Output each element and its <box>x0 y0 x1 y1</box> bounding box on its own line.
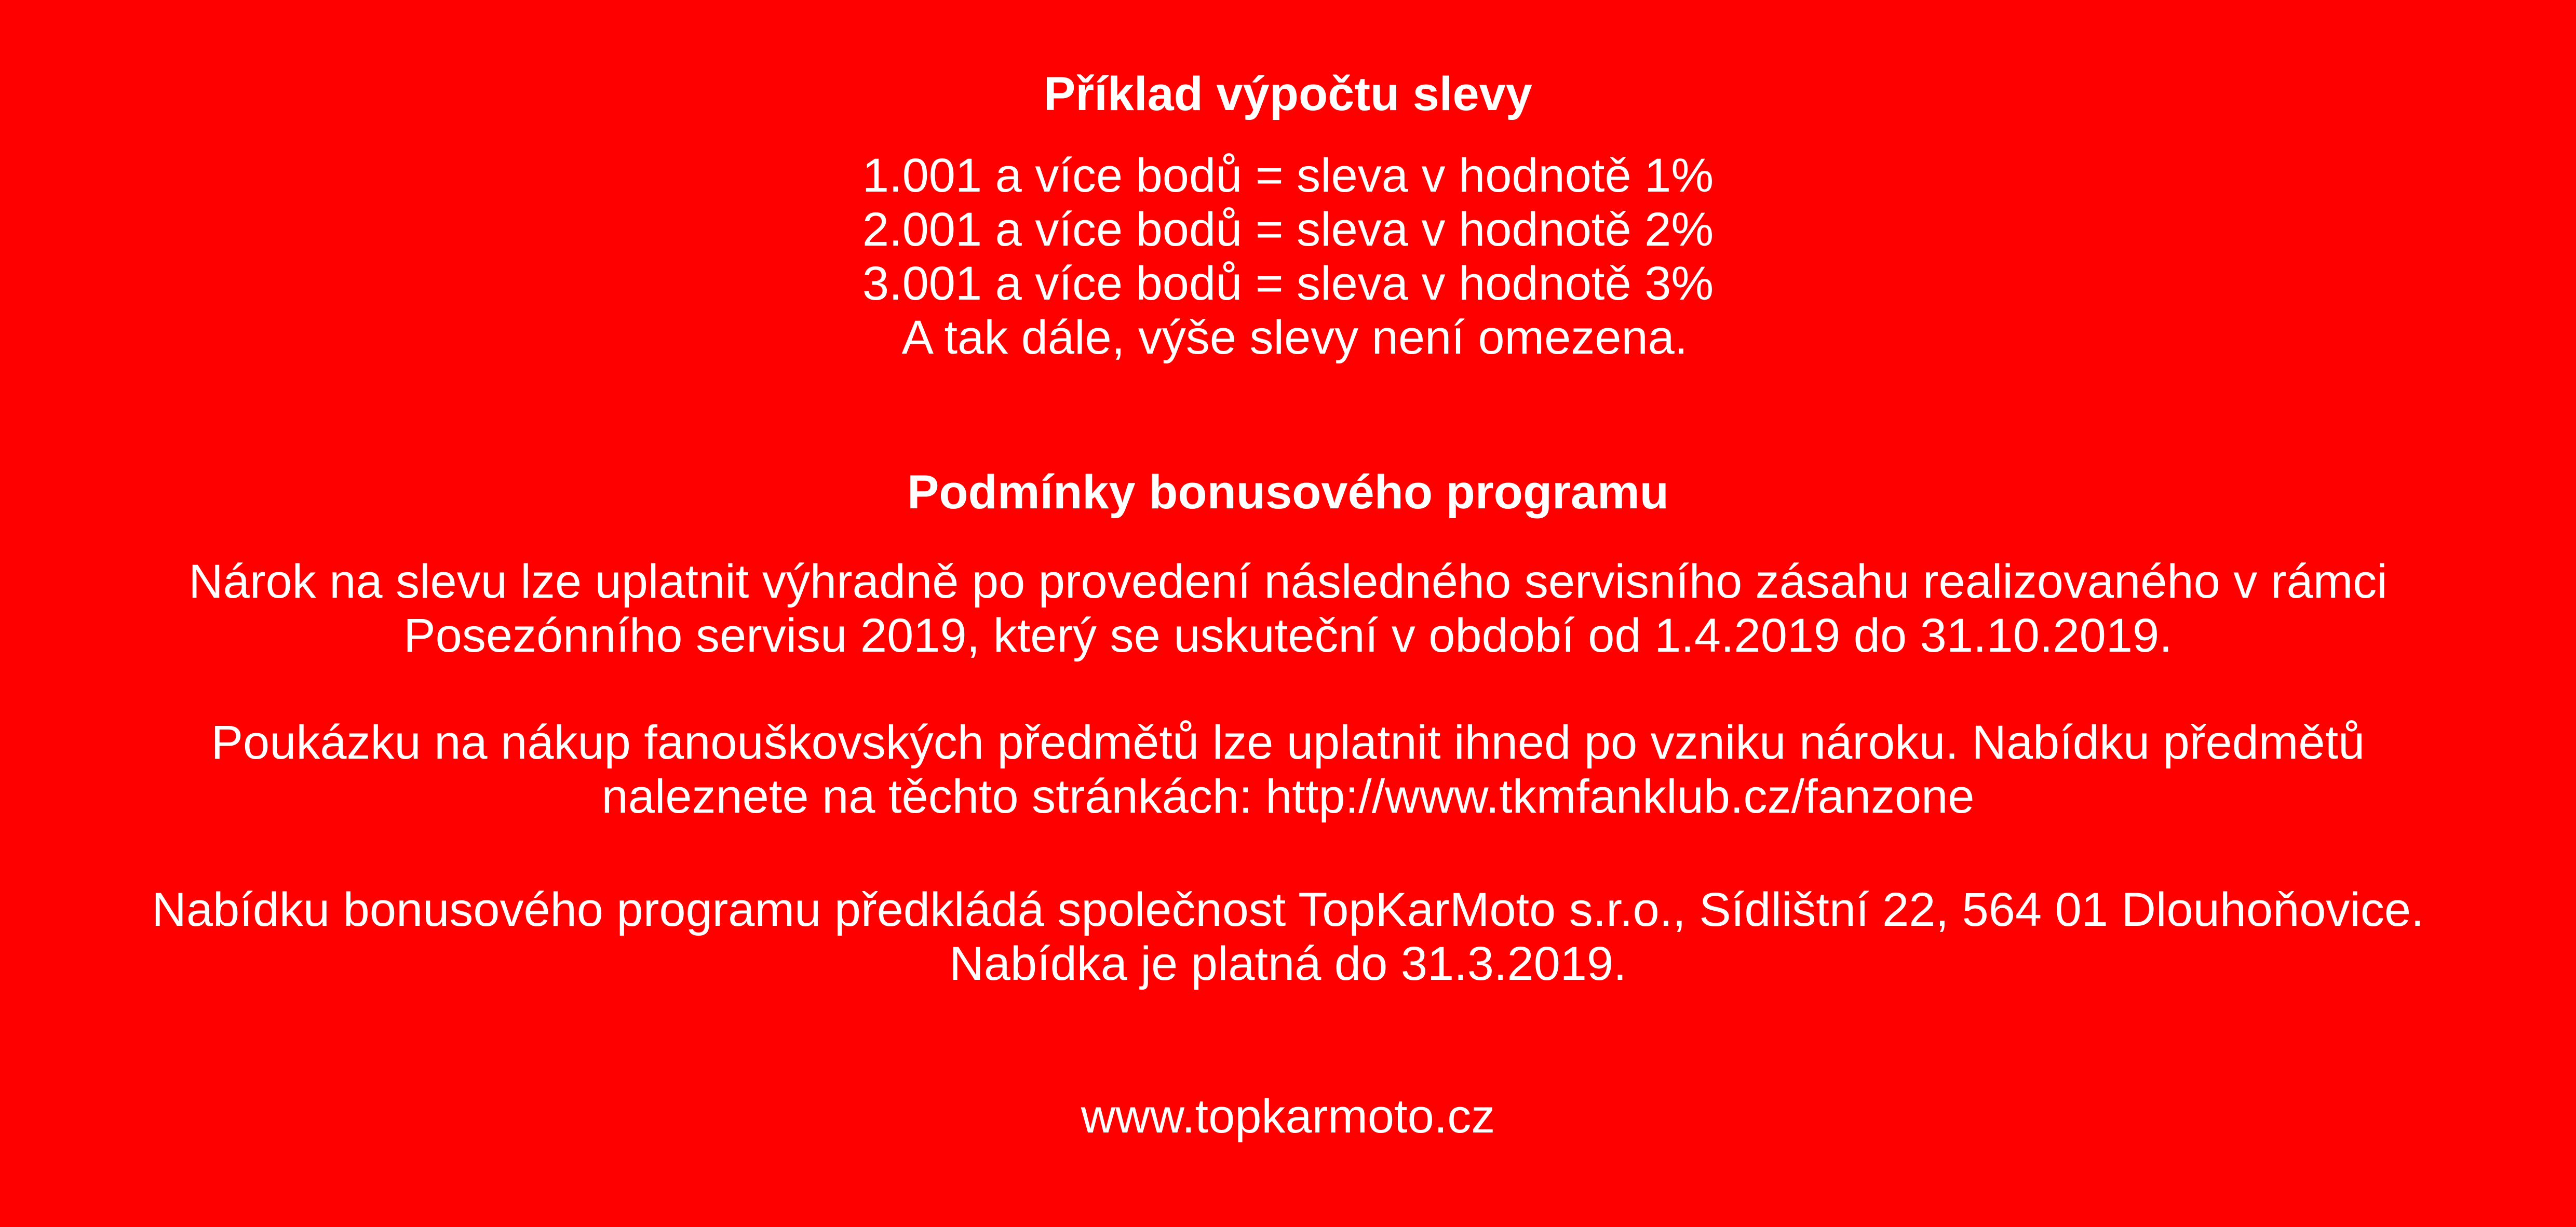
conditions-title: Podmínky bonusového programu <box>907 466 1669 519</box>
paragraph-1-line-1: Nárok na slevu lze uplatnit výhradně po provedení následného servisního zásahu realizovaného v rámci <box>188 555 2388 608</box>
discount-line-1: 1.001 a více bodů = sleva v hodnotě 1% <box>862 149 1714 202</box>
discount-note: A tak dále, výše slevy není omezena. <box>901 311 1688 364</box>
discount-example-list <box>0 149 2576 365</box>
conditions-paragraph-1 <box>0 555 2576 663</box>
discount-line-3: 3.001 a více bodů = sleva v hodnotě 3% <box>862 257 1714 310</box>
conditions-paragraph-2 <box>0 716 2576 824</box>
discount-line-2: 2.001 a více bodů = sleva v hodnotě 2% <box>862 203 1714 256</box>
footer-website: www.topkarmoto.cz <box>1081 1090 1495 1143</box>
example-title: Příklad výpočtu slevy <box>1044 68 1532 120</box>
conditions-paragraph-3 <box>0 883 2576 991</box>
paragraph-2-line-1: Poukázku na nákup fanouškovských předmětů lze uplatnit ihned po vzniku nároku. Nabídku předmětů <box>211 716 2365 769</box>
paragraph-1-line-2: Posezónního servisu 2019, který se uskuteční v období od 1.4.2019 do 31.10.2019. <box>403 609 2173 662</box>
paragraph-3-line-1: Nabídku bonusového programu předkládá společnost TopKarMoto s.r.o., Sídlištní 22, 564 01 Dlouhoňovice. <box>152 883 2424 936</box>
paragraph-2-line-2: naleznete na těchto stránkách: http://www.tkmfanklub.cz/fanzone <box>601 770 1975 823</box>
paragraph-3-line-2: Nabídka je platná do 31.3.2019. <box>949 937 1627 990</box>
